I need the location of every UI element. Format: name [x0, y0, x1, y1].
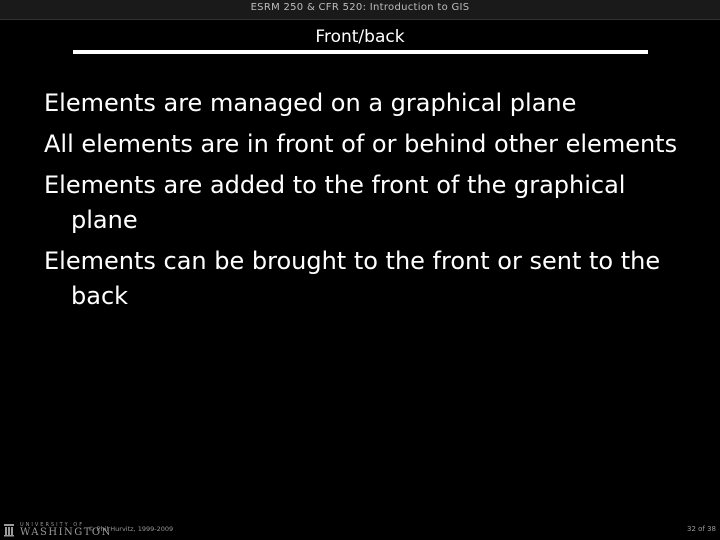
header-bar: [0, 0, 720, 20]
bullet-item: Elements are managed on a graphical plane: [44, 89, 577, 117]
title-underline: [73, 50, 648, 54]
bullet-list: [44, 86, 684, 320]
bullet-item: Elements can be brought to the front or sent to the back: [44, 247, 661, 310]
bullet-item: Elements are added to the front of the graphical plane: [44, 171, 626, 234]
slide-title: Front/back: [315, 27, 405, 47]
logo-line-university: UNIVERSITY OF: [20, 521, 85, 528]
bullet-item: All elements are in front of or behind other elements: [44, 130, 678, 158]
logo-line-washington: WASHINGTON: [20, 526, 112, 538]
copyright-notice: © Phil Hurvitz, 1999-2009: [88, 525, 174, 533]
page-number: 32 of 38: [686, 525, 716, 533]
course-title: ESRM 250 & CFR 520: Introduction to GIS: [250, 2, 470, 13]
uw-logo-icon: [3, 523, 15, 537]
